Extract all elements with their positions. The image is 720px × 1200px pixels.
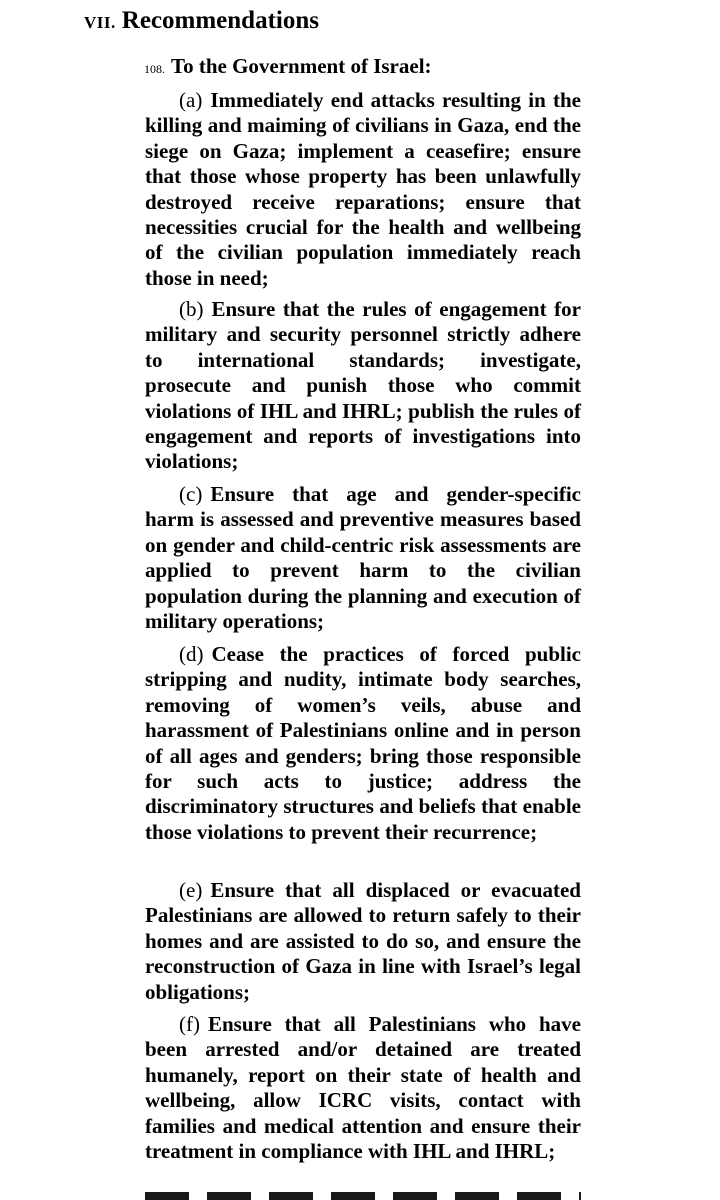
recommendation-text: Ensure that all Palestinians who have been arrested and/or detained are treated humanely, report on their state of health and wellbeing, allow ICRC visits, contact with families and medical attention and ensure their treatment in compliance with IHL and IHRL; (145, 1012, 581, 1164)
recommendation-text: Ensure that age and gender-specific harm is assessed and preventive measures based on gender and child-centric risk assessments are applied to prevent harm to the civilian population during the planning and execution of military operations; (145, 482, 581, 634)
recommendation-e (145, 878, 581, 1005)
truncated-text-fragment (145, 1192, 581, 1200)
paragraph-heading (144, 52, 432, 83)
recommendation-text: Ensure that all displaced or evacuated Palestinians are allowed to return safely to their homes and are assisted to do so, and ensure the reconstruction of Gaza in line with Israel’s legal obligations; (145, 878, 581, 1004)
recommendation-b (145, 297, 581, 475)
section-number: VII. (84, 13, 116, 32)
recommendation-marker: (c) (179, 482, 203, 506)
paragraph-number: 108. (144, 62, 165, 76)
recommendation-a (145, 88, 581, 291)
truncated-next-line (145, 1188, 581, 1200)
section-title: Recommendations (121, 7, 319, 34)
paragraph-title: To the Government of Israel: (171, 54, 432, 78)
recommendation-d (145, 642, 581, 845)
recommendation-marker: (d) (179, 642, 204, 666)
recommendation-c (145, 482, 581, 634)
recommendation-text: Cease the practices of forced public stripping and nudity, intimate body searches, removing of women’s veils, abuse and harassment of Palestinians online and in person of all ages and genders; bring those responsible for such acts to justice; address the discriminatory structures and beliefs that enable those violations to prevent their recurrence; (145, 642, 581, 844)
recommendation-marker: (a) (179, 88, 203, 112)
recommendation-marker: (b) (179, 297, 204, 321)
recommendation-f (145, 1012, 581, 1164)
recommendation-marker: (f) (179, 1012, 200, 1036)
recommendation-text: Ensure that the rules of engagement for military and security personnel strictly adhere to international standards; investigate, prosecute and punish those who commit violations of IHL and IHRL; publish the rules of engagement and reports of investigations into violations; (145, 297, 581, 474)
section-heading (84, 4, 319, 40)
recommendation-marker: (e) (179, 878, 203, 902)
recommendation-text: Immediately end attacks resulting in the killing and maiming of civilians in Gaza, end the siege on Gaza; implement a ceasefire; ensure that those whose property has been unlawfully destroyed receive reparations; ensure that necessities crucial for the health and wellbeing of the civilian population immediately reach those in need; (145, 88, 581, 290)
